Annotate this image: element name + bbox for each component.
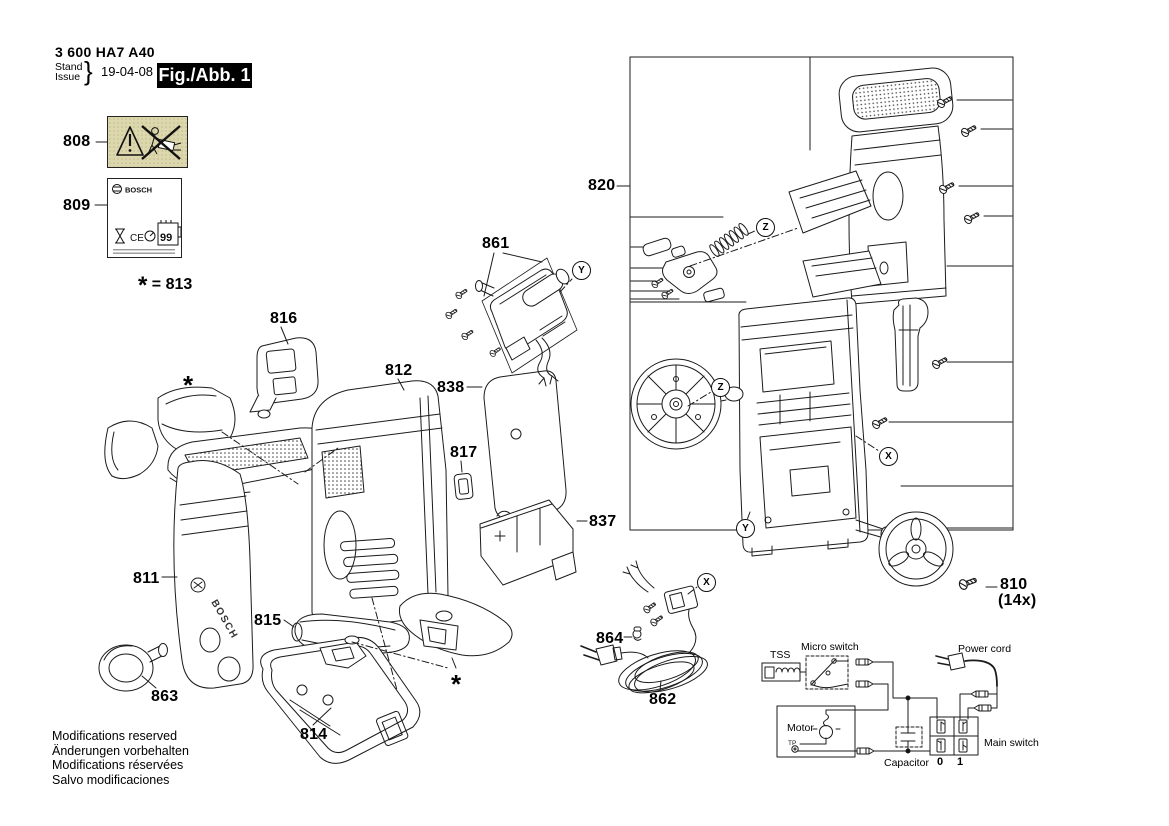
year-code-text: 99	[160, 232, 173, 244]
type-plate-art	[108, 179, 181, 257]
notice-line-es: Salvo modificaciones	[52, 773, 170, 788]
callout-816: 816	[270, 310, 298, 327]
brace-glyph: }	[84, 56, 93, 86]
figure-badge: Fig./Abb. 1	[157, 63, 252, 88]
part-hook-bracket	[893, 298, 928, 391]
ref-circle-y: Y	[736, 519, 755, 538]
part-front-cover-811	[174, 461, 253, 689]
asterisk-mark: *	[451, 669, 462, 699]
circuit-label-motor: Motor	[787, 722, 814, 734]
circuit-label-micro-switch: Micro switch	[801, 641, 859, 653]
modifications-notice	[52, 729, 189, 788]
circuit-label-capacitor: Capacitor	[884, 757, 929, 769]
issue-label: Issue	[55, 71, 81, 83]
warning-label-art	[108, 117, 187, 167]
callout-863: 863	[151, 688, 179, 705]
notice-line-de: Änderungen vorbehalten	[52, 743, 189, 758]
part-bracket-816	[250, 338, 318, 418]
issue-date: 19-04-08	[101, 64, 154, 79]
callout-810: 810	[1000, 576, 1028, 593]
callout-810-quantity: (14x)	[998, 592, 1037, 609]
part-pump-861	[445, 253, 577, 386]
circuit-label-power-cord: Power cord	[958, 643, 1012, 655]
sticker-warning-label	[107, 116, 188, 168]
ce-mark-text: CE	[130, 233, 144, 244]
part-knob-863	[99, 644, 168, 692]
part-base-814	[261, 636, 420, 763]
callout-812: 812	[385, 362, 413, 379]
callout-809: 809	[63, 197, 91, 214]
sticker-type-plate	[107, 178, 182, 258]
circuit-diagram	[762, 653, 997, 757]
callout-837: 837	[589, 513, 617, 530]
circuit-label-main-switch: Main switch	[984, 737, 1039, 749]
callout-862: 862	[649, 691, 677, 708]
stand-label: Stand	[55, 61, 83, 73]
notice-line-fr: Modifications réservées	[52, 758, 184, 773]
switch-position-off: 0	[937, 756, 944, 768]
ref-circle-z: Z	[711, 378, 730, 397]
callout-817: 817	[450, 444, 478, 461]
asterisk-mark: *	[183, 370, 194, 400]
part-block-837	[480, 500, 576, 585]
part-panel-838	[484, 371, 566, 519]
callout-815: 815	[254, 612, 282, 629]
callout-838: 838	[437, 379, 465, 396]
ref-circle-x: X	[697, 573, 716, 592]
callout-861: 861	[482, 235, 510, 252]
asterisk-legend: * = 813	[138, 272, 193, 299]
part-wheel-left	[631, 359, 721, 449]
bosch-emblem-text: BOSCH	[208, 598, 240, 642]
callout-811: 811	[133, 570, 160, 587]
motor-tp-terminal-label: TP	[788, 740, 797, 747]
ref-circle-z: Z	[756, 218, 775, 237]
asterisk-note: = 813	[151, 276, 193, 293]
part-spring	[708, 222, 750, 258]
callout-820: 820	[588, 177, 616, 194]
ref-circle-x: X	[879, 447, 898, 466]
brand-text: BOSCH	[125, 185, 153, 195]
part-chassis-frame	[701, 298, 891, 556]
callout-808: 808	[63, 133, 91, 150]
part-wheel-right	[879, 512, 953, 586]
switch-position-on: 1	[957, 756, 964, 768]
callout-814: 814	[300, 726, 328, 743]
part-screw-810	[958, 575, 978, 590]
callout-864: 864	[596, 630, 624, 647]
model-number: 3 600 HA7 A40	[55, 44, 155, 60]
notice-line-en: Modifications reserved	[52, 729, 178, 743]
part-star-cover	[399, 593, 512, 668]
part-trigger-group	[642, 237, 725, 302]
part-clip-817	[454, 473, 474, 500]
part-clamp-864	[633, 627, 641, 640]
circuit-label-tss: TSS	[770, 649, 791, 661]
part-housing-812	[312, 381, 448, 629]
ref-circle-y: Y	[572, 261, 591, 280]
